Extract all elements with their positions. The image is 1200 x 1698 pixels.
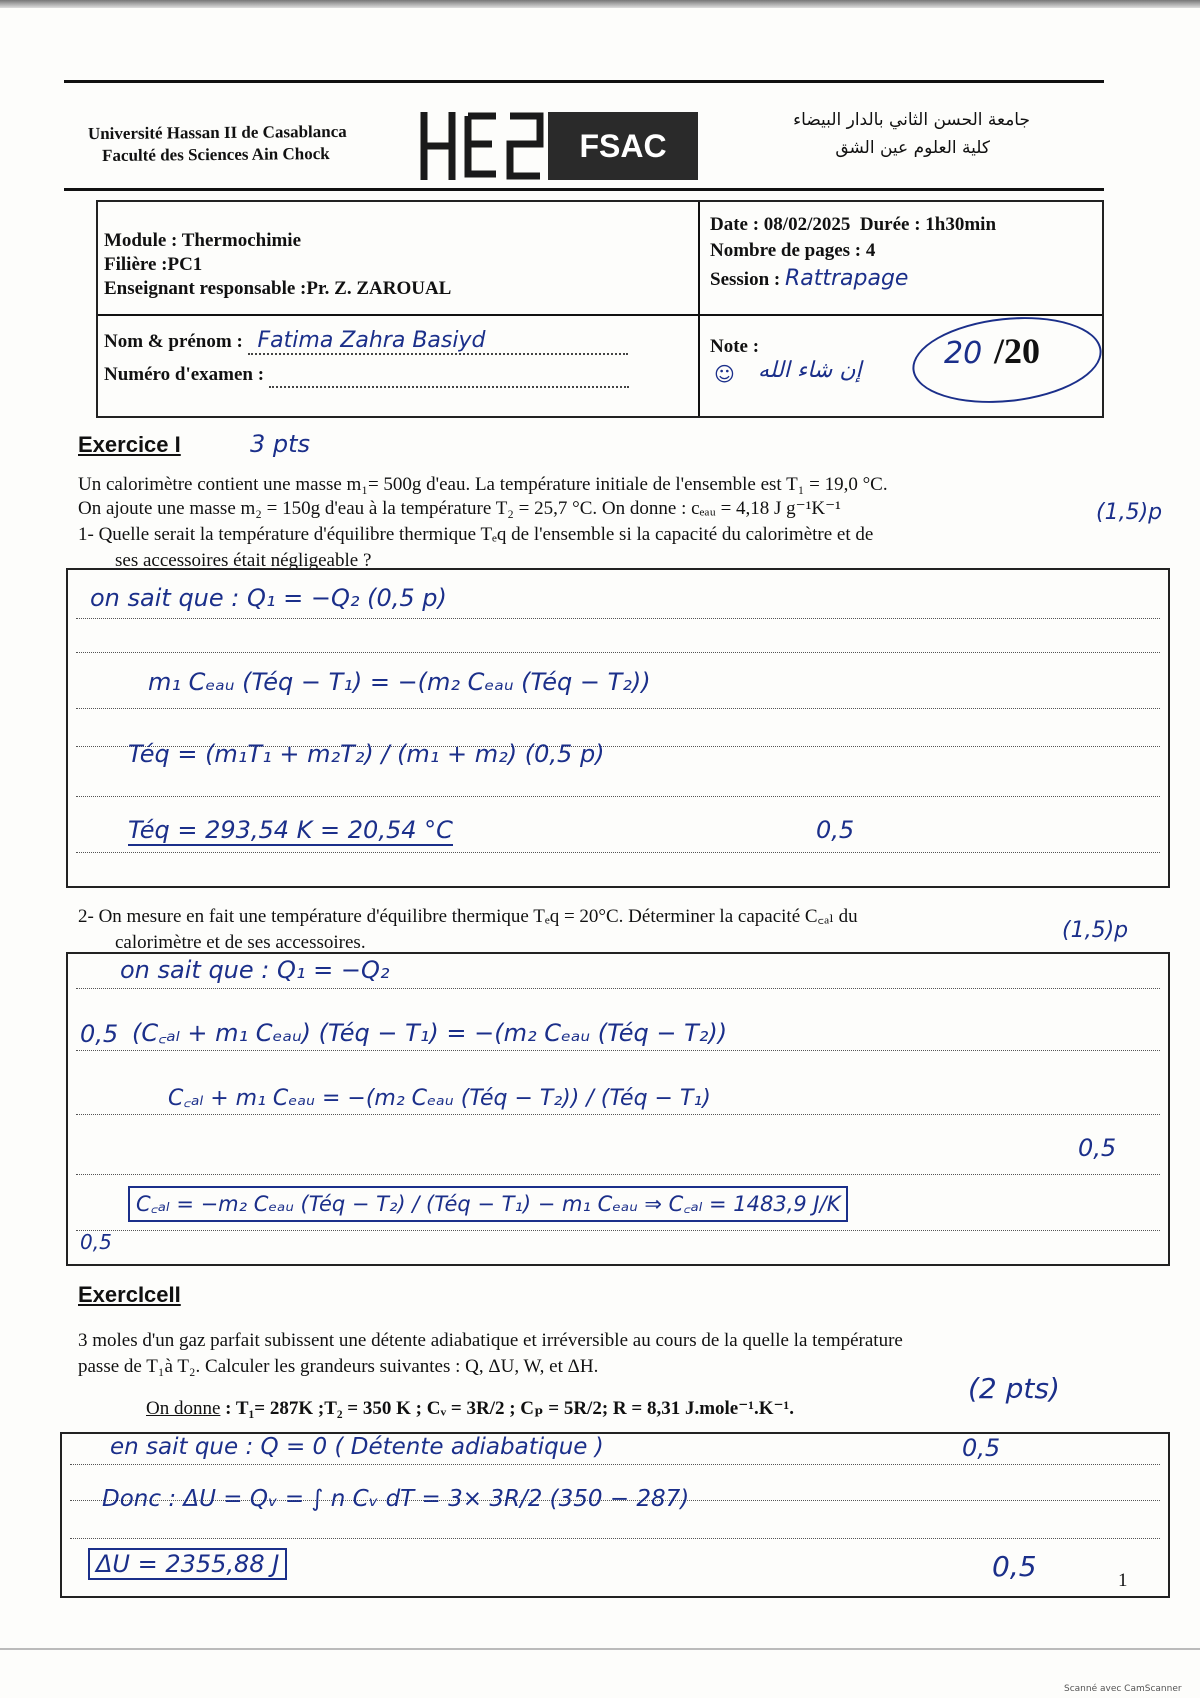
q1-answer-step-1: on sait que : Q₁ = −Q₂ (0,5 p) — [90, 584, 447, 612]
answer-line — [76, 796, 1160, 797]
session-label: Session : — [710, 269, 781, 290]
scanner-watermark: Scanné avec CamScanner — [1064, 1684, 1182, 1694]
exercise1-statement-2: On ajoute une masse m₂ = 150g d'eau à la température T₂ = 25,7 °C. On donne : cₑₐᵤ = 4,18 J g⁻¹K⁻¹ — [78, 498, 841, 519]
faculty-fr: Faculté des Sciences Ain Chock — [102, 144, 330, 166]
q2-answer-step-2: (C꜀ₐₗ + m₁ Cₑₐᵤ) (Téq − T₁) = −(m₂ Cₑₐᵤ (Téq − T₂)) — [132, 1019, 728, 1047]
university-fr: Université Hassan II de Casablanca — [87, 121, 347, 144]
exam-number-row — [104, 364, 629, 388]
grade-score: 20 — [944, 336, 983, 371]
name-label: Nom & prénom : — [104, 331, 243, 352]
exercise2-answer-box — [60, 1432, 1170, 1598]
ex2-mark-1: 0,5 — [962, 1434, 1001, 1462]
ex2-mark-2: 0,5 — [992, 1550, 1037, 1583]
question1-line-1: 1- Quelle serait la température d'équilibre thermique Tₑq de l'ensemble si la capacité du calorimètre et de — [78, 524, 874, 545]
info-divider-h — [98, 314, 1102, 316]
ex2-answer-step-2: Donc : ΔU = Qᵥ = ∫ n Cᵥ dT = 3× 3R/2 (350 − 287) — [102, 1486, 690, 1512]
exercise2-title: ExercIceII — [78, 1282, 181, 1307]
exam-number-label: Numéro d'examen : — [104, 364, 265, 385]
exercise2-points: (2 pts) — [968, 1372, 1060, 1405]
q1-answer-step-3: Téq = (m₁T₁ + m₂T₂) / (m₁ + m₂) (0,5 p) — [128, 740, 605, 768]
answer-line — [76, 988, 1160, 989]
university-name-fr — [88, 121, 347, 167]
page-number: 1 — [1118, 1570, 1128, 1591]
answer-line — [76, 1114, 1160, 1115]
question1-points: (1,5)p — [1096, 500, 1163, 525]
session-field — [710, 266, 908, 291]
exercise1-points: 3 pts — [250, 430, 311, 458]
question2-line-2: calorimètre et de ses accessoires. — [115, 932, 366, 953]
name-row — [104, 328, 628, 355]
note-comment: إن شاء الله — [758, 358, 862, 383]
pages-field: Nombre de pages : 4 — [710, 240, 876, 261]
exercise2-statement-1: 3 moles d'un gaz parfait subissent une détente adiabatique et irréversible au cours de la quelle la température — [78, 1330, 903, 1351]
exam-number-value — [269, 364, 629, 388]
grade-total: /20 — [994, 331, 1041, 371]
ex2-answer-result: ΔU = 2355,88 J — [88, 1548, 287, 1580]
faculty-ar: كلية العلوم عين الشق — [835, 138, 990, 158]
answer-line — [76, 1230, 1160, 1231]
page-bottom-edge — [0, 1648, 1200, 1650]
answer-line — [70, 1538, 1160, 1539]
note-label: Note : — [710, 336, 760, 357]
ex2-answer-step-1: en sait que : Q = 0 ( Détente adiabatique ) — [110, 1434, 604, 1460]
name-value: Fatima Zahra Basiyd — [248, 328, 628, 355]
q2-mark-1: 0,5 — [80, 1020, 119, 1048]
q2-mark-2: 0,5 — [1078, 1134, 1117, 1162]
fsac-badge: FSAC — [548, 112, 698, 180]
q2-answer-step-1: on sait que : Q₁ = −Q₂ — [120, 956, 390, 984]
module-field: Module : Thermochimie — [104, 230, 302, 251]
session-value: Rattrapage — [784, 266, 909, 291]
exercise1-statement-1: Un calorimètre contient une masse m₁= 500g d'eau. La température initiale de l'ensemble est T₁ = 19,0 °C. — [78, 474, 888, 495]
question1-line-2: ses accessoires était négligeable ? — [115, 550, 372, 571]
date-duration — [710, 214, 996, 236]
date-field: Date : 08/02/2025 — [710, 214, 851, 235]
teacher-field: Enseignant responsable :Pr. Z. ZAROUAL — [104, 278, 452, 299]
duration-field: Durée : 1h30min — [859, 214, 997, 235]
scan-edge — [0, 0, 1200, 8]
q2-mark-3: 0,5 — [80, 1230, 112, 1254]
answer-line — [76, 852, 1160, 853]
smiley-icon: ☺ — [714, 362, 735, 386]
header-bottom-rule — [64, 188, 1104, 191]
university-name-ar — [760, 106, 1030, 162]
question2-answer-box — [66, 952, 1170, 1266]
question2-points: (1,5)p — [1062, 918, 1129, 943]
q2-answer-result: C꜀ₐₗ = −m₂ Cₑₐᵤ (Téq − T₂) / (Téq − T₁) − m₁ Cₑₐᵤ ⇒ C꜀ₐₗ = 1483,9 J/K — [128, 1186, 848, 1222]
question1-answer-box — [66, 568, 1170, 888]
header-top-rule — [64, 80, 1104, 83]
info-divider-v — [698, 202, 700, 416]
answer-line — [76, 708, 1160, 709]
filiere-field: Filière :PC1 — [104, 254, 203, 275]
exercise1-title: Exercice I — [78, 432, 181, 457]
q1-mark: 0,5 — [816, 816, 855, 844]
q1-answer-result: Téq = 293,54 K = 20,54 °C — [128, 816, 453, 844]
question2-line-1: 2- On mesure en fait une température d'équilibre thermique Tₑq = 20°C. Déterminer la capacité C꜀ₐₗ du — [78, 906, 858, 927]
q1-answer-step-2: m₁ Cₑₐᵤ (Téq − T₁) = −(m₂ Cₑₐᵤ (Téq − T₂)) — [148, 668, 651, 696]
q2-answer-step-3: C꜀ₐₗ + m₁ Cₑₐᵤ = −(m₂ Cₑₐᵤ (Téq − T₂)) / (Téq − T₁) — [168, 1086, 711, 1111]
answer-line — [76, 618, 1160, 619]
university-ar: جامعة الحسن الثاني بالدار البيضاء — [793, 110, 1030, 130]
given-label: On donne — [146, 1398, 221, 1419]
university-logo — [418, 108, 546, 184]
answer-line — [76, 1050, 1160, 1051]
exercise2-statement-2: passe de T₁à T₂. Calculer les grandeurs suivantes : Q, ΔU, W, et ΔH. — [78, 1356, 599, 1377]
answer-line — [70, 1464, 1160, 1465]
exercise2-given — [146, 1396, 794, 1422]
answer-line — [76, 1174, 1160, 1175]
answer-line — [76, 652, 1160, 653]
given-values: : T₁= 287K ;T₂ = 350 K ; Cᵥ = 3R/2 ; Cₚ = 5R/2; R = 8,31 J.mole⁻¹.K⁻¹. — [220, 1398, 794, 1419]
